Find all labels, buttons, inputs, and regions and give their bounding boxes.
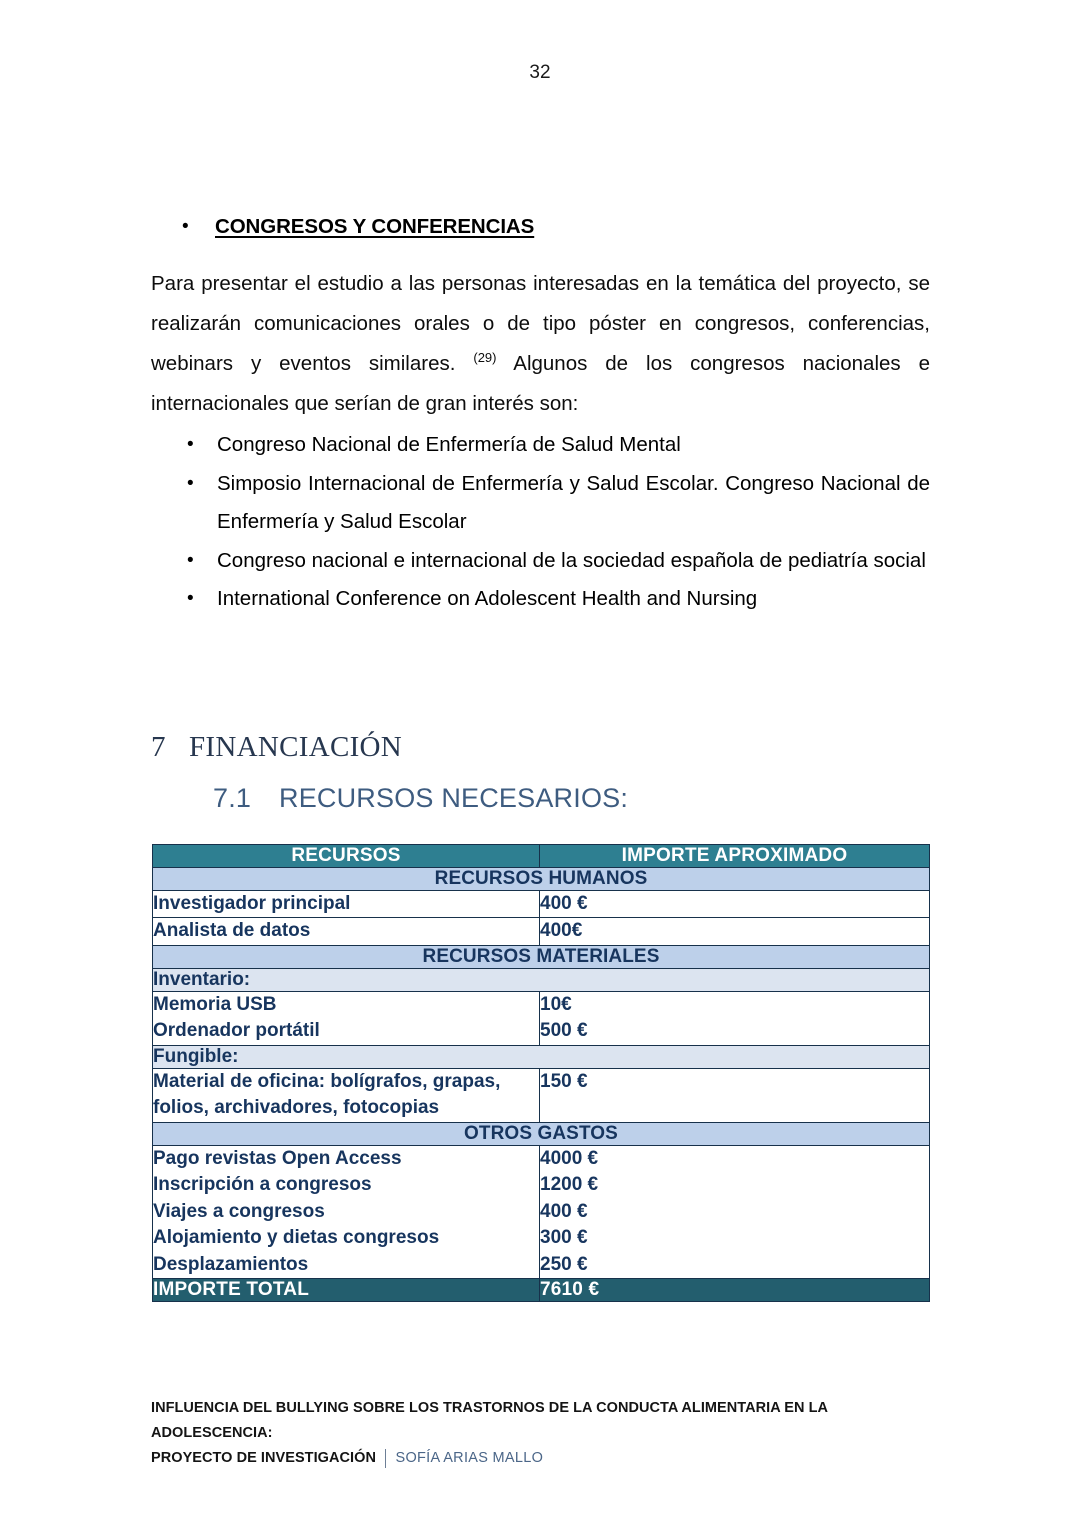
paragraph-text-part1: Para presentar el estudio a las personas interesadas en la temática del proyecto, se realizarán comunicaciones orales o de tipo póster en congresos, conferencias, webinars y eventos similares. [151,272,930,375]
total-amount: 7610 € [540,1279,930,1302]
footer-project-label: PROYECTO DE INVESTIGACIÓN [151,1450,376,1466]
sub-label-fungible: Fungible: [153,1045,930,1068]
table-row [153,1145,930,1279]
congresos-list [151,426,930,619]
item-label: Memoria USB Ordenador portátil [153,991,540,1045]
footer-title-line: INFLUENCIA DEL BULLYING SOBRE LOS TRASTORNOS DE LA CONDUCTA ALIMENTARIA EN LA ADOLESCENCIA: [151,1400,828,1441]
item-amount: 400 € [540,890,930,918]
bullet-icon: • [182,216,189,237]
footer-author: SOFÍA ARIAS MALLO [395,1450,544,1466]
list-item [151,580,930,619]
congresos-paragraph [151,264,930,424]
table-row [153,1068,930,1122]
page-content [151,212,930,1302]
paragraph-text-part2: Algunos de los congresos nacionales e internacionales que serían de gran interés son: [151,352,930,415]
subsection-title: RECURSOS NECESARIOS: [279,782,629,813]
list-item [151,426,930,465]
congresos-heading-text: CONGRESOS Y CONFERENCIAS [215,215,535,238]
table-row [153,945,930,968]
item-amount: 150 € [540,1068,930,1122]
group-label-otros-gastos: OTROS GASTOS [153,1122,930,1145]
table-row [153,890,930,918]
bullet-icon: • [187,549,194,571]
bullet-icon: • [187,472,194,494]
list-item-label: Simposio Internacional de Enfermería y Salud Escolar. Congreso Nacional de Enfermería y Salud Escolar [217,471,930,533]
table-row [153,1045,930,1068]
subsection-heading-recursos [213,783,930,814]
item-amount: 4000 € 1200 € 400 € 300 € 250 € [540,1145,930,1279]
footer-subtitle-line [151,1446,951,1471]
table-row [153,1122,930,1145]
list-item-label: Congreso Nacional de Enfermería de Salud Mental [217,433,681,456]
page-footer [151,1396,951,1471]
bullet-icon: • [187,434,194,455]
group-label-recursos-humanos: RECURSOS HUMANOS [153,867,930,890]
subsection-number: 7.1 [213,782,252,813]
item-label: Investigador principal [153,890,540,918]
bullet-icon: • [187,588,194,609]
table-header-row [153,844,930,867]
list-item-label: International Conference on Adolescent Health and Nursing [217,587,758,610]
total-label: IMPORTE TOTAL [153,1279,540,1302]
column-header-importe: IMPORTE APROXIMADO [540,844,930,867]
section-number: 7 [151,730,166,763]
list-item [151,542,930,581]
item-label: Material de oficina: bolígrafos, grapas, folios, archivadores, fotocopias [153,1068,540,1122]
item-label: Analista de datos [153,918,540,946]
item-amount: 10€ 500 € [540,991,930,1045]
item-amount: 400€ [540,918,930,946]
section-title: FINANCIACIÓN [189,730,403,763]
list-item-label: Congreso nacional e internacional de la sociedad española de pediatría social [217,548,926,572]
sub-label-inventario: Inventario: [153,968,930,991]
table-row [153,991,930,1045]
footer-divider [385,1449,387,1468]
table-row [153,968,930,991]
congresos-heading-row [182,212,930,242]
table-row [153,918,930,946]
table-row [153,867,930,890]
group-label-recursos-materiales: RECURSOS MATERIALES [153,945,930,968]
table-total-row [153,1279,930,1302]
budget-table [152,844,930,1303]
reference-superscript: (29) [473,350,497,366]
list-item [151,465,930,542]
page-number: 32 [529,62,551,83]
item-label: Pago revistas Open Access Inscripción a congresos Viajes a congresos Alojamiento y dietas congresos Desplazamientos [153,1145,540,1279]
section-heading-financiacion [151,731,930,764]
column-header-recursos: RECURSOS [153,844,540,867]
